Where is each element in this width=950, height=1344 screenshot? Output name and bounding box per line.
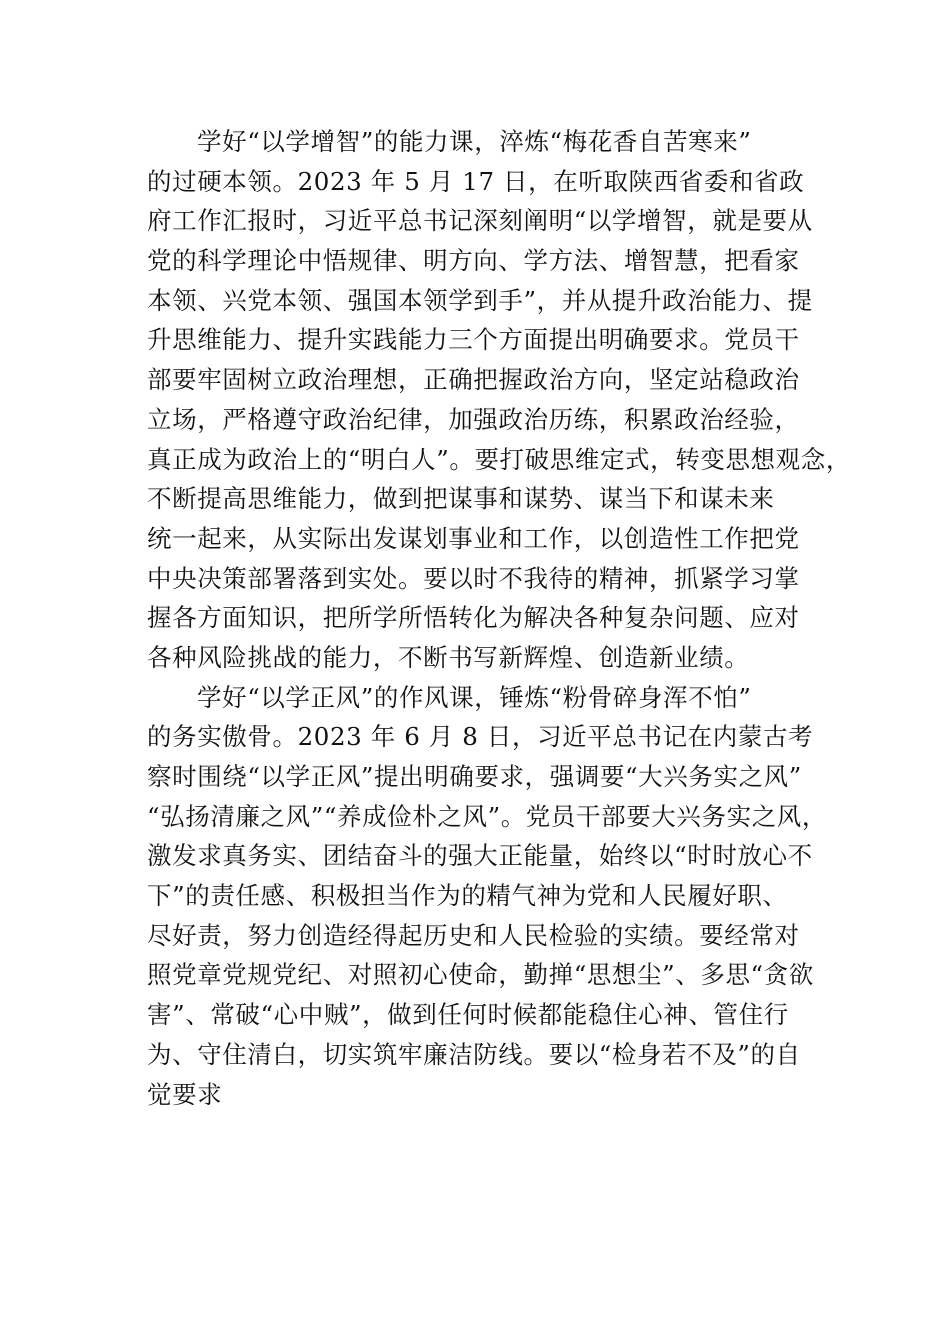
paragraph-1-line: 统一起来，从实际出发谋划事业和工作，以创造性工作把党 xyxy=(147,523,800,553)
paragraph-2-line: 下”的责任感、积极担当作为的精气神为党和人民履好职、 xyxy=(147,881,788,911)
paragraph-1-line: 党的科学理论中悟规律、明方向、学方法、增智慧，把看家 xyxy=(147,246,800,276)
paragraph-1-line: 中央决策部署落到实处。要以时不我待的精神，抓紧学习掌 xyxy=(147,563,800,593)
paragraph-1-line: 真正成为政治上的“明白人”。要打破思维定式，转变思想观念， xyxy=(147,444,851,474)
paragraph-2-line: 激发求真务实、团结奋斗的强大正能量，始终以“时时放心不 xyxy=(147,841,813,871)
paragraph-2-line: 害”、常破“心中贼”，做到任何时候都能稳住心神、管住行 xyxy=(147,1000,789,1030)
paragraph-1-line: 本领、兴党本领、强国本领学到手”，并从提升政治能力、提 xyxy=(147,285,813,315)
paragraph-2-line: 学好“以学正风”的作风课，锤炼“粉骨碎身浑不怕” xyxy=(197,682,752,712)
paragraph-2-line: 为、守住清白，切实筑牢廉洁防线。要以“检身若不及”的自 xyxy=(147,1039,801,1069)
document-body xyxy=(147,122,851,1114)
paragraph-1-line: 立场，严格遵守政治纪律，加强政治历练，积累政治经验， xyxy=(147,404,800,434)
paragraph-1-line: 握各方面知识，把所学所悟转化为解决各种复杂问题、应对 xyxy=(147,603,800,633)
paragraph-1-line: 部要牢固树立政治理想，正确把握政治方向，坚定站稳政治 xyxy=(147,365,800,395)
paragraph-2-line: 照党章党规党纪、对照初心使命，勤掸“思想尘”、多思“贪欲 xyxy=(147,960,814,990)
paragraph-2-line: 的务实傲骨。2023 年 6 月 8 日，习近平总书记在内蒙古考 xyxy=(147,722,814,752)
paragraph-1-line: 升思维能力、提升实践能力三个方面提出明确要求。党员干 xyxy=(147,325,800,355)
paragraph-1-line: 各种风险挑战的能力，不断书写新辉煌、创造新业绩。 xyxy=(147,642,750,672)
paragraph-1-line: 学好“以学增智”的能力课，淬炼“梅花香自苦寒来” xyxy=(197,127,752,156)
paragraph-1-line: 不断提高思维能力，做到把谋事和谋势、谋当下和谋未来 xyxy=(147,484,775,514)
paragraph-1-line: 的过硬本领。2023 年 5 月 17 日，在听取陕西省委和省政 xyxy=(147,166,805,196)
paragraph-2-line: “弘扬清廉之风”“养成俭朴之风”。党员干部要大兴务实之风， xyxy=(147,801,827,831)
paragraph-2-line: 察时围绕“以学正风”提出明确要求，强调要“大兴务实之风” xyxy=(147,762,802,791)
paragraph-1-line: 府工作汇报时，习近平总书记深刻阐明“以学增智，就是要从 xyxy=(147,206,813,236)
paragraph-2-line: 尽好责，努力创造经得起历史和人民检验的实绩。要经常对 xyxy=(147,920,800,950)
paragraph-2-line: 觉要求 xyxy=(147,1079,223,1109)
